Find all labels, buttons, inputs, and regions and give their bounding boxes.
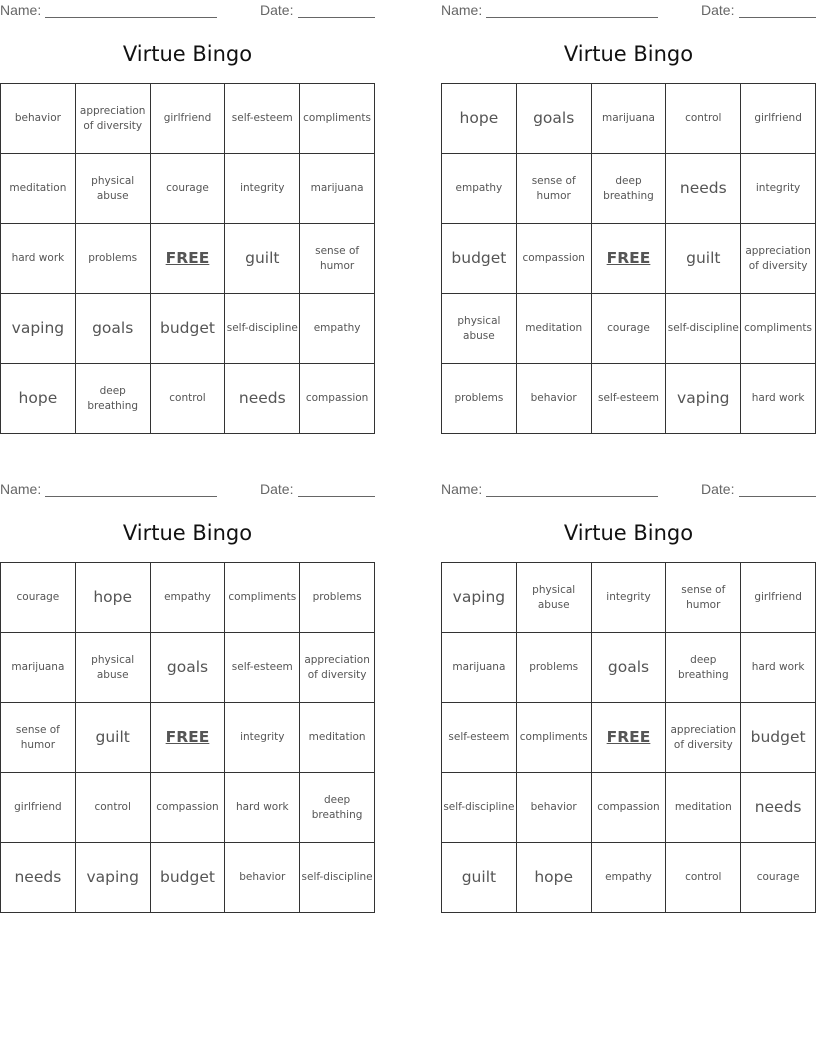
bingo-cell: problems [517,633,592,703]
bingo-grid [441,83,816,434]
bingo-cell: integrity [225,703,300,773]
date-blank-line [298,17,375,18]
bingo-cell: self-discipline [300,843,375,913]
bingo-cell: girlfriend [741,563,816,633]
bingo-cell: integrity [225,154,300,224]
bingo-cell: hard work [225,773,300,843]
bingo-cell: sense of humor [1,703,76,773]
bingo-cell: guilt [76,703,151,773]
card-title: Virtue Bingo [563,42,694,66]
name-blank-line [45,17,217,18]
bingo-cell: integrity [741,154,816,224]
bingo-cell: hard work [741,364,816,434]
bingo-cell: integrity [592,563,667,633]
date-blank-line [298,496,375,497]
bingo-cell: self-esteem [225,84,300,154]
date-blank-line [739,496,816,497]
bingo-cell: self-discipline [442,773,517,843]
card-header [0,481,375,499]
bingo-cell: sense of humor [666,563,741,633]
bingo-cell: budget [151,843,226,913]
bingo-cell: budget [151,294,226,364]
free-space-cell: FREE [592,224,667,294]
bingo-cell: deep breathing [592,154,667,224]
bingo-cell: vaping [666,364,741,434]
card-header [441,2,816,20]
card-title: Virtue Bingo [563,521,694,545]
bingo-cell: courage [592,294,667,364]
bingo-cell: goals [151,633,226,703]
bingo-cell: hard work [741,633,816,703]
bingo-cell: goals [517,84,592,154]
bingo-cell: control [151,364,226,434]
bingo-cell: deep breathing [666,633,741,703]
bingo-cell: guilt [666,224,741,294]
name-label: Name: [441,481,483,497]
bingo-cell: courage [1,563,76,633]
date-label: Date: [260,2,294,18]
bingo-cell: behavior [517,364,592,434]
bingo-card [0,0,375,440]
bingo-cell: meditation [666,773,741,843]
bingo-cell: hope [1,364,76,434]
bingo-cell: behavior [225,843,300,913]
bingo-cell: needs [666,154,741,224]
bingo-cell: vaping [1,294,76,364]
name-label: Name: [0,2,42,18]
bingo-cell: empathy [592,843,667,913]
bingo-cell: physical abuse [76,154,151,224]
bingo-cell: goals [76,294,151,364]
bingo-cell: compassion [151,773,226,843]
date-blank-line [739,17,816,18]
bingo-cell: sense of humor [517,154,592,224]
card-title: Virtue Bingo [122,42,253,66]
bingo-cell: needs [225,364,300,434]
bingo-cell: self-discipline [225,294,300,364]
bingo-cell: control [76,773,151,843]
bingo-cell: marijuana [300,154,375,224]
bingo-cell: needs [1,843,76,913]
name-label: Name: [0,481,42,497]
bingo-grid [441,562,816,913]
free-space-cell: FREE [592,703,667,773]
bingo-cell: needs [741,773,816,843]
bingo-card [441,0,816,440]
free-space-cell: FREE [151,703,226,773]
bingo-cell: compliments [517,703,592,773]
bingo-cell: marijuana [442,633,517,703]
bingo-cell: compassion [517,224,592,294]
bingo-cell: empathy [151,563,226,633]
bingo-cell: self-esteem [442,703,517,773]
bingo-cell: courage [151,154,226,224]
card-title: Virtue Bingo [122,521,253,545]
bingo-cell: control [666,84,741,154]
bingo-cell: appreciation of diversity [741,224,816,294]
name-blank-line [486,17,658,18]
bingo-card [441,479,816,919]
bingo-cell: empathy [442,154,517,224]
bingo-cell: appreciation of diversity [76,84,151,154]
bingo-cell: problems [442,364,517,434]
bingo-cell: marijuana [592,84,667,154]
bingo-cell: meditation [1,154,76,224]
bingo-cell: behavior [1,84,76,154]
name-blank-line [486,496,658,497]
bingo-cell: compliments [741,294,816,364]
name-label: Name: [441,2,483,18]
bingo-cell: budget [442,224,517,294]
bingo-cell: compliments [225,563,300,633]
bingo-cell: behavior [517,773,592,843]
bingo-cell: hard work [1,224,76,294]
bingo-cell: girlfriend [741,84,816,154]
bingo-grid [0,83,375,434]
free-space-cell: FREE [151,224,226,294]
bingo-cell: marijuana [1,633,76,703]
bingo-cell: goals [592,633,667,703]
bingo-cell: girlfriend [151,84,226,154]
date-label: Date: [701,2,735,18]
bingo-cell: girlfriend [1,773,76,843]
bingo-cell: deep breathing [76,364,151,434]
bingo-cell: hope [442,84,517,154]
bingo-card [0,479,375,919]
bingo-cell: vaping [442,563,517,633]
bingo-cell: appreciation of diversity [300,633,375,703]
bingo-cell: problems [300,563,375,633]
bingo-cell: sense of humor [300,224,375,294]
bingo-cell: courage [741,843,816,913]
bingo-cell: hope [517,843,592,913]
bingo-cell: budget [741,703,816,773]
bingo-cell: hope [76,563,151,633]
card-header [441,481,816,499]
bingo-cell: empathy [300,294,375,364]
bingo-cell: problems [76,224,151,294]
bingo-cell: physical abuse [442,294,517,364]
bingo-cell: meditation [517,294,592,364]
bingo-cell: self-esteem [225,633,300,703]
bingo-cell: meditation [300,703,375,773]
bingo-cell: compliments [300,84,375,154]
bingo-cell: appreciation of diversity [666,703,741,773]
date-label: Date: [260,481,294,497]
bingo-cell: physical abuse [76,633,151,703]
bingo-cell: guilt [442,843,517,913]
bingo-cell: vaping [76,843,151,913]
bingo-cell: deep breathing [300,773,375,843]
card-header [0,2,375,20]
name-blank-line [45,496,217,497]
bingo-cell: self-discipline [666,294,741,364]
bingo-cell: self-esteem [592,364,667,434]
bingo-cell: compassion [300,364,375,434]
bingo-cell: physical abuse [517,563,592,633]
bingo-grid [0,562,375,913]
bingo-cell: compassion [592,773,667,843]
date-label: Date: [701,481,735,497]
bingo-cell: guilt [225,224,300,294]
bingo-cell: control [666,843,741,913]
